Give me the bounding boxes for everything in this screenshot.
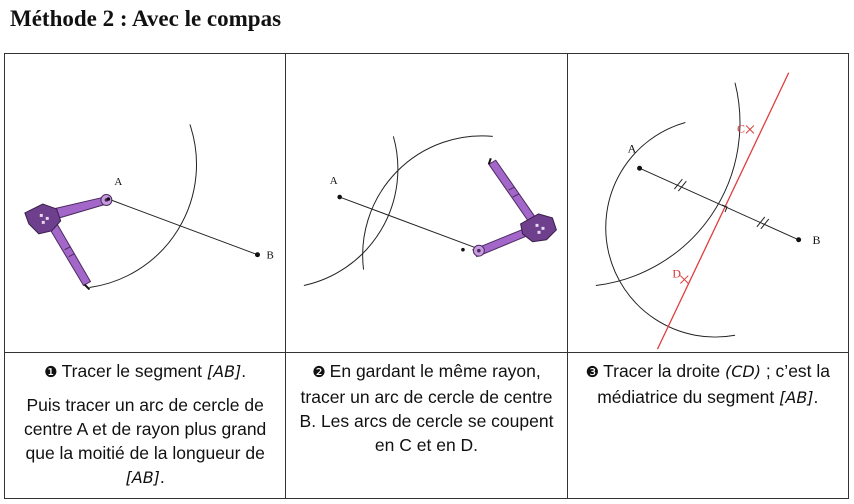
figure-step-1	[5, 54, 286, 353]
figure-step-2	[286, 54, 567, 353]
point-b	[796, 237, 801, 242]
arc-center-b	[605, 122, 734, 337]
step-2-paragraph	[296, 359, 556, 457]
compass-icon	[473, 158, 557, 256]
step-number-2: ❷	[312, 364, 326, 381]
punct: .	[813, 387, 819, 407]
figure-3-drawing	[568, 54, 848, 352]
segment-ab	[639, 168, 798, 240]
label-a: A	[114, 176, 123, 189]
line-cd-mediatrice	[657, 73, 788, 349]
figure-step-3	[567, 54, 848, 353]
label-a: A	[627, 141, 636, 156]
intersection-marks	[680, 125, 754, 283]
punct: .	[159, 467, 165, 487]
arc-center-a	[595, 83, 739, 286]
step-3-caption	[567, 353, 848, 499]
label-b: B	[812, 232, 821, 247]
label-d: D	[672, 266, 681, 281]
step-number-1: ❶	[44, 364, 58, 381]
step-3-paragraph	[578, 359, 838, 410]
label-c: C	[736, 121, 745, 136]
figure-1-drawing	[5, 54, 285, 352]
step-number-3: ❸	[585, 364, 600, 381]
compass-icon	[25, 195, 112, 290]
step-1-line-2	[15, 393, 275, 490]
math-ab: [AB]	[206, 362, 242, 381]
step-3-text: Tracer la droite	[603, 361, 725, 381]
segment-ab	[340, 197, 481, 250]
point-b	[255, 252, 260, 257]
step-2-text: En gardant le même rayon, tracer un arc de cercle de centre B. Les arcs de cercle se coupent en C et en D.	[299, 361, 554, 455]
step-1-text: Tracer le segment	[61, 361, 207, 381]
math-ab: [AB]	[779, 388, 814, 407]
point-a	[338, 195, 343, 200]
label-b: B	[266, 249, 274, 262]
step-1-line-1	[15, 359, 275, 385]
page-title: Méthode 2 : Avec le compas	[10, 6, 282, 31]
arc-center-a	[304, 136, 398, 285]
point-a	[637, 166, 642, 171]
segment-ab	[108, 199, 257, 255]
label-a: A	[330, 175, 338, 188]
step-1-caption	[5, 353, 286, 499]
math-cd: (CD)	[724, 362, 761, 381]
step-2-caption	[286, 353, 567, 499]
punct: .	[241, 361, 247, 381]
step-1-text-2: Puis tracer un arc de cercle de centre A et de rayon plus grand que la moitié de la longueur de	[24, 395, 267, 463]
steps-table	[4, 53, 849, 499]
equal-length-marks	[674, 179, 768, 229]
figure-2-drawing	[286, 54, 566, 352]
math-ab: [AB]	[125, 468, 160, 487]
point-a	[107, 197, 111, 201]
step-3-text-2: ; c’est la médiatrice du segment	[597, 361, 831, 407]
point-b	[461, 248, 465, 252]
arc-center-a	[89, 124, 196, 287]
